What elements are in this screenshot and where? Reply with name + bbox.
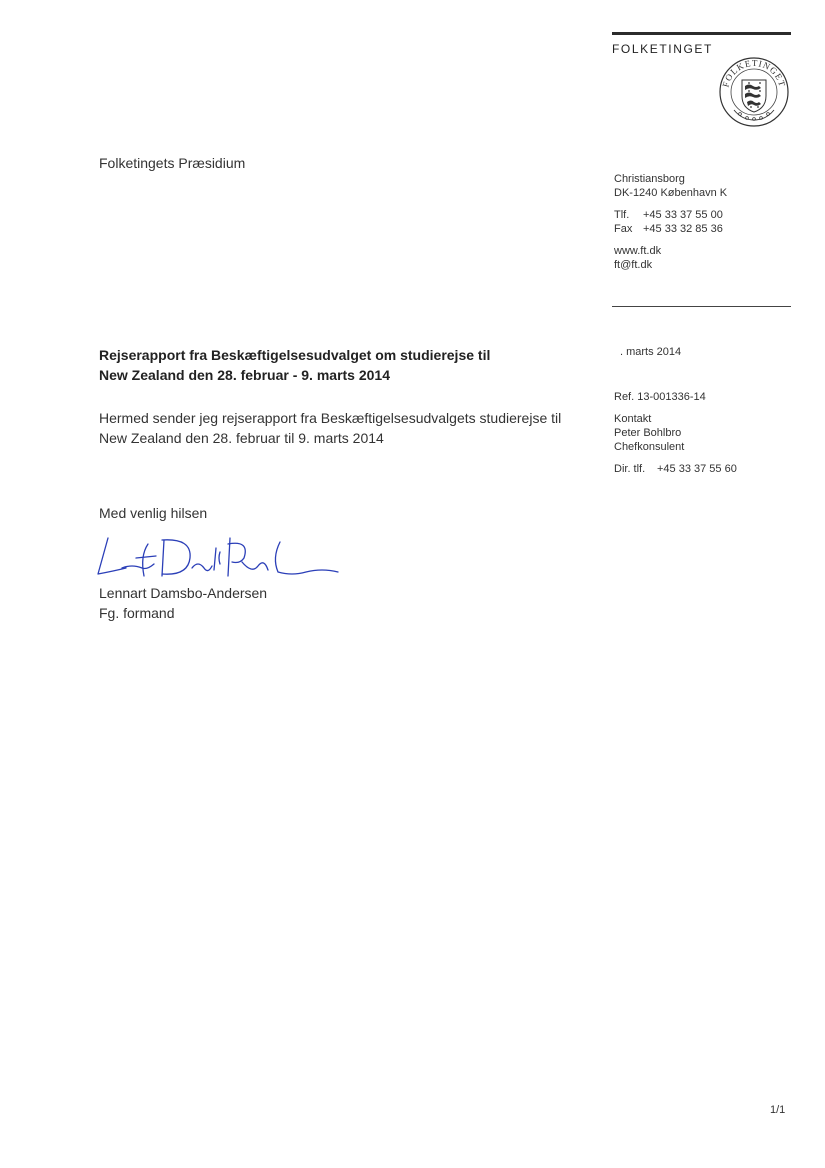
- signer-block: [99, 583, 267, 623]
- body-line-1: Hermed sender jeg rejserapport fra Beskæftigelsesudvalgets studierejse til: [99, 410, 562, 426]
- page-number: 1/1: [770, 1104, 786, 1116]
- address-line-2: DK-1240 København K: [614, 187, 728, 199]
- reference-block: [614, 390, 804, 476]
- letter-subject: [99, 345, 569, 385]
- handwritten-signature: [92, 528, 342, 588]
- subject-line-1: Rejserapport fra Beskæftigelsesudvalget om studierejse til: [99, 347, 491, 363]
- body-line-2: New Zealand den 28. februar til 9. marts 2014: [99, 430, 384, 446]
- phone-row: [614, 208, 804, 222]
- fax-label: Fax: [614, 223, 633, 235]
- fax-number: +45 33 32 85 36: [643, 223, 723, 235]
- address-line-1: Christiansborg: [614, 173, 685, 185]
- parliament-seal-icon: [718, 56, 790, 128]
- header-rule: [612, 32, 791, 35]
- phone-number: +45 33 37 55 00: [643, 209, 723, 221]
- fax-row: [614, 222, 804, 236]
- direct-phone-row: [614, 462, 804, 476]
- closing-greeting: Med venlig hilsen: [99, 505, 208, 521]
- reference-number: Ref. 13-001336-14: [614, 391, 706, 403]
- recipient: Folketingets Præsidium: [99, 155, 246, 171]
- direct-phone-number: +45 33 37 55 60: [657, 463, 737, 475]
- contact-name: Peter Bohlbro: [614, 427, 682, 439]
- letter-date: . marts 2014: [620, 346, 682, 358]
- subject-line-2: New Zealand den 28. februar - 9. marts 2014: [99, 367, 391, 383]
- sidebar-divider: [612, 306, 791, 307]
- contact-label: Kontakt: [614, 413, 652, 425]
- svg-text:FOLKETINGET: FOLKETINGET: [720, 57, 788, 89]
- website: www.ft.dk: [614, 245, 662, 257]
- contact-title: Chefkonsulent: [614, 441, 685, 453]
- sender-address-block: [614, 172, 804, 272]
- letter-body: [99, 408, 599, 448]
- email: ft@ft.dk: [614, 259, 653, 271]
- signer-title: Fg. formand: [99, 605, 175, 621]
- org-name: FOLKETINGET: [612, 42, 713, 56]
- signer-name: Lennart Damsbo-Andersen: [99, 585, 268, 601]
- direct-phone-label: Dir. tlf.: [614, 463, 646, 475]
- phone-label: Tlf.: [614, 209, 630, 221]
